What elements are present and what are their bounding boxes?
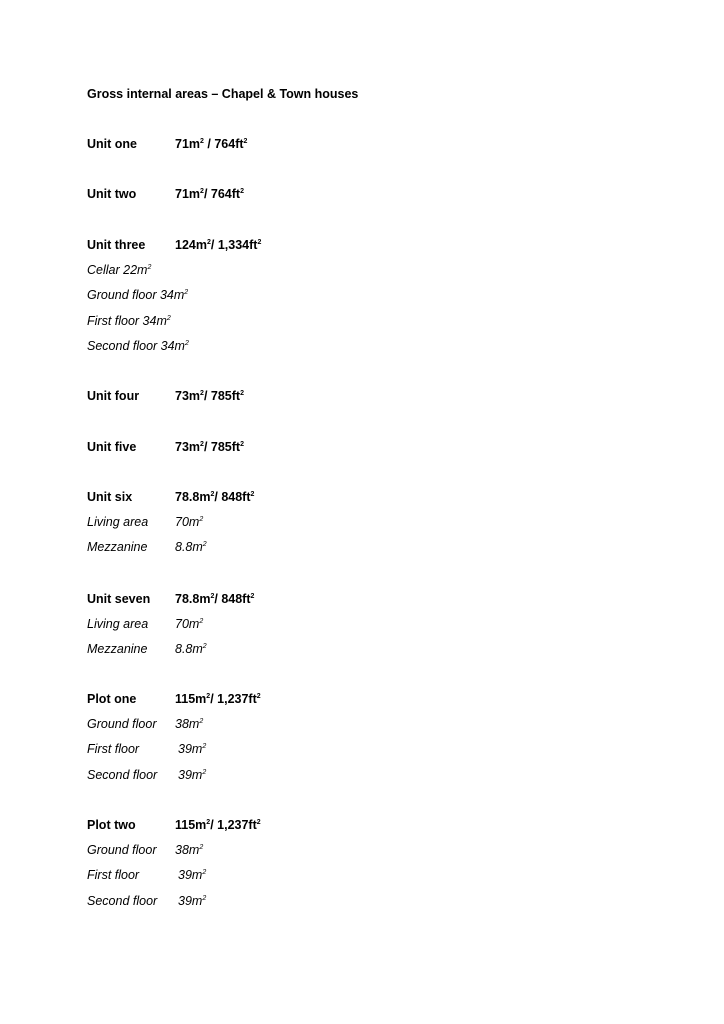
room-area-value: 39m: [178, 767, 203, 782]
unit-heading: [87, 817, 261, 833]
room-row: [87, 616, 204, 632]
room-area: [175, 842, 203, 858]
unit-area: [175, 237, 261, 253]
superscript-two: 2: [199, 844, 204, 851]
room-area-value: 39m: [178, 868, 203, 883]
superscript-two: 2: [199, 516, 204, 523]
room-label: Ground floor: [87, 843, 157, 857]
superscript-two: 2: [210, 491, 215, 498]
superscript-two: 2: [199, 718, 204, 725]
area-square-feet: 1,334ft: [217, 238, 258, 252]
room-area: [175, 514, 203, 530]
unit-name: Unit five: [87, 440, 137, 454]
room-area-value: 70m: [175, 617, 200, 631]
room-label: Living area: [87, 515, 149, 529]
room-row: [87, 262, 151, 278]
unit-name: Unit six: [87, 490, 133, 504]
room-label: Second floor 34m: [87, 338, 185, 353]
room-area-value: 70m: [175, 515, 200, 529]
superscript-two: 2: [240, 390, 244, 397]
room-area-value: 8.8m: [175, 642, 203, 657]
area-separator: /: [214, 592, 222, 606]
superscript-two: 2: [202, 869, 207, 877]
area-separator: /: [203, 137, 215, 151]
room-area: [175, 539, 207, 555]
superscript-two: 2: [200, 441, 204, 448]
superscript-two: 2: [250, 593, 255, 600]
room-row: [87, 338, 189, 354]
area-separator: /: [214, 490, 222, 504]
room-label: First floor: [87, 742, 140, 757]
unit-name: Unit two: [87, 187, 137, 201]
room-row: [87, 287, 188, 303]
room-row: [87, 893, 207, 909]
superscript-two: 2: [206, 819, 211, 826]
room-row: [87, 867, 207, 883]
unit-area: [175, 186, 244, 202]
superscript-two: 2: [250, 491, 255, 498]
area-square-feet: 785ft: [210, 440, 241, 454]
room-area: [175, 616, 203, 632]
unit-heading: [87, 136, 248, 152]
area-square-metres: 71m: [175, 137, 201, 151]
superscript-two: 2: [206, 693, 211, 700]
area-square-feet: 1,237ft: [217, 818, 257, 832]
room-row: [87, 539, 207, 555]
room-area: [178, 741, 206, 757]
area-square-metres: 115m: [175, 818, 207, 832]
room-row: [87, 313, 171, 329]
document-title: Gross internal areas – Chapel & Town houses: [87, 87, 359, 101]
room-area-value: 38m: [175, 843, 200, 857]
superscript-two: 2: [184, 339, 189, 347]
unit-name: Plot two: [87, 818, 136, 832]
superscript-two: 2: [202, 743, 207, 751]
room-label: Second floor: [87, 767, 158, 782]
area-square-metres: 73m: [175, 389, 201, 403]
room-row: [87, 716, 204, 732]
superscript-two: 2: [202, 894, 207, 902]
area-square-feet: 848ft: [221, 592, 251, 606]
superscript-two: 2: [240, 188, 244, 195]
room-area: [178, 867, 206, 883]
unit-name: Unit seven: [87, 592, 151, 606]
unit-area: [175, 691, 261, 707]
area-square-feet: 848ft: [221, 490, 251, 504]
area-separator: /: [203, 187, 211, 201]
area-separator: /: [203, 389, 211, 403]
area-separator: /: [210, 818, 218, 832]
room-label: Ground floor 34m: [87, 288, 185, 303]
unit-name: Plot one: [87, 692, 137, 706]
room-row: [87, 641, 207, 657]
area-square-metres: 124m: [175, 238, 207, 252]
area-separator: /: [203, 440, 211, 454]
area-square-metres: 73m: [175, 440, 201, 454]
area-square-feet: 1,237ft: [217, 692, 257, 706]
room-area-value: 38m: [175, 717, 200, 731]
room-area: [178, 893, 206, 909]
unit-area: [175, 388, 244, 404]
superscript-two: 2: [184, 289, 189, 297]
area-square-metres: 78.8m: [175, 490, 211, 504]
unit-heading: [87, 439, 244, 455]
area-square-feet: 764ft: [210, 187, 241, 201]
area-square-metres: 71m: [175, 187, 201, 201]
unit-heading: [87, 591, 255, 607]
room-label: First floor 34m: [87, 313, 167, 328]
superscript-two: 2: [202, 643, 207, 651]
area-separator: /: [210, 238, 218, 252]
room-area-value: 8.8m: [175, 540, 203, 555]
room-row: [87, 514, 204, 530]
superscript-two: 2: [243, 138, 248, 145]
unit-heading: [87, 237, 262, 253]
unit-heading: [87, 691, 261, 707]
room-area-value: 39m: [178, 893, 203, 908]
unit-heading: [87, 489, 255, 505]
area-square-feet: 785ft: [210, 389, 241, 403]
superscript-two: 2: [202, 768, 207, 776]
unit-area: [175, 817, 261, 833]
unit-area: [175, 136, 247, 152]
room-row: [87, 767, 207, 783]
unit-heading: [87, 186, 244, 202]
room-label: Ground floor: [87, 717, 157, 731]
superscript-two: 2: [256, 819, 261, 826]
area-square-metres: 115m: [175, 692, 207, 706]
unit-area: [175, 489, 254, 505]
unit-area: [175, 591, 254, 607]
superscript-two: 2: [202, 541, 207, 549]
area-square-metres: 78.8m: [175, 592, 211, 606]
superscript-two: 2: [257, 239, 262, 246]
room-area: [178, 767, 206, 783]
superscript-two: 2: [200, 390, 204, 397]
superscript-two: 2: [206, 239, 211, 246]
superscript-two: 2: [200, 138, 204, 145]
superscript-two: 2: [200, 188, 204, 195]
room-label: Mezzanine: [87, 642, 148, 657]
room-label: Mezzanine: [87, 540, 148, 555]
superscript-two: 2: [210, 593, 215, 600]
room-row: [87, 741, 207, 757]
room-area-value: 39m: [178, 742, 203, 757]
room-row: [87, 842, 204, 858]
superscript-two: 2: [240, 441, 244, 448]
unit-heading: [87, 388, 244, 404]
unit-name: Unit four: [87, 389, 140, 403]
room-area: [175, 716, 203, 732]
area-separator: /: [210, 692, 218, 706]
room-area: [175, 641, 207, 657]
room-label: Cellar 22m: [87, 263, 148, 277]
room-label: Living area: [87, 617, 149, 631]
room-label: First floor: [87, 868, 140, 883]
room-label: Second floor: [87, 893, 158, 908]
unit-name: Unit three: [87, 238, 146, 252]
superscript-two: 2: [166, 314, 171, 322]
superscript-two: 2: [256, 693, 261, 700]
unit-area: [175, 439, 244, 455]
area-square-feet: 764ft: [214, 137, 244, 151]
unit-name: Unit one: [87, 137, 137, 151]
superscript-two: 2: [147, 264, 152, 271]
superscript-two: 2: [199, 618, 204, 625]
